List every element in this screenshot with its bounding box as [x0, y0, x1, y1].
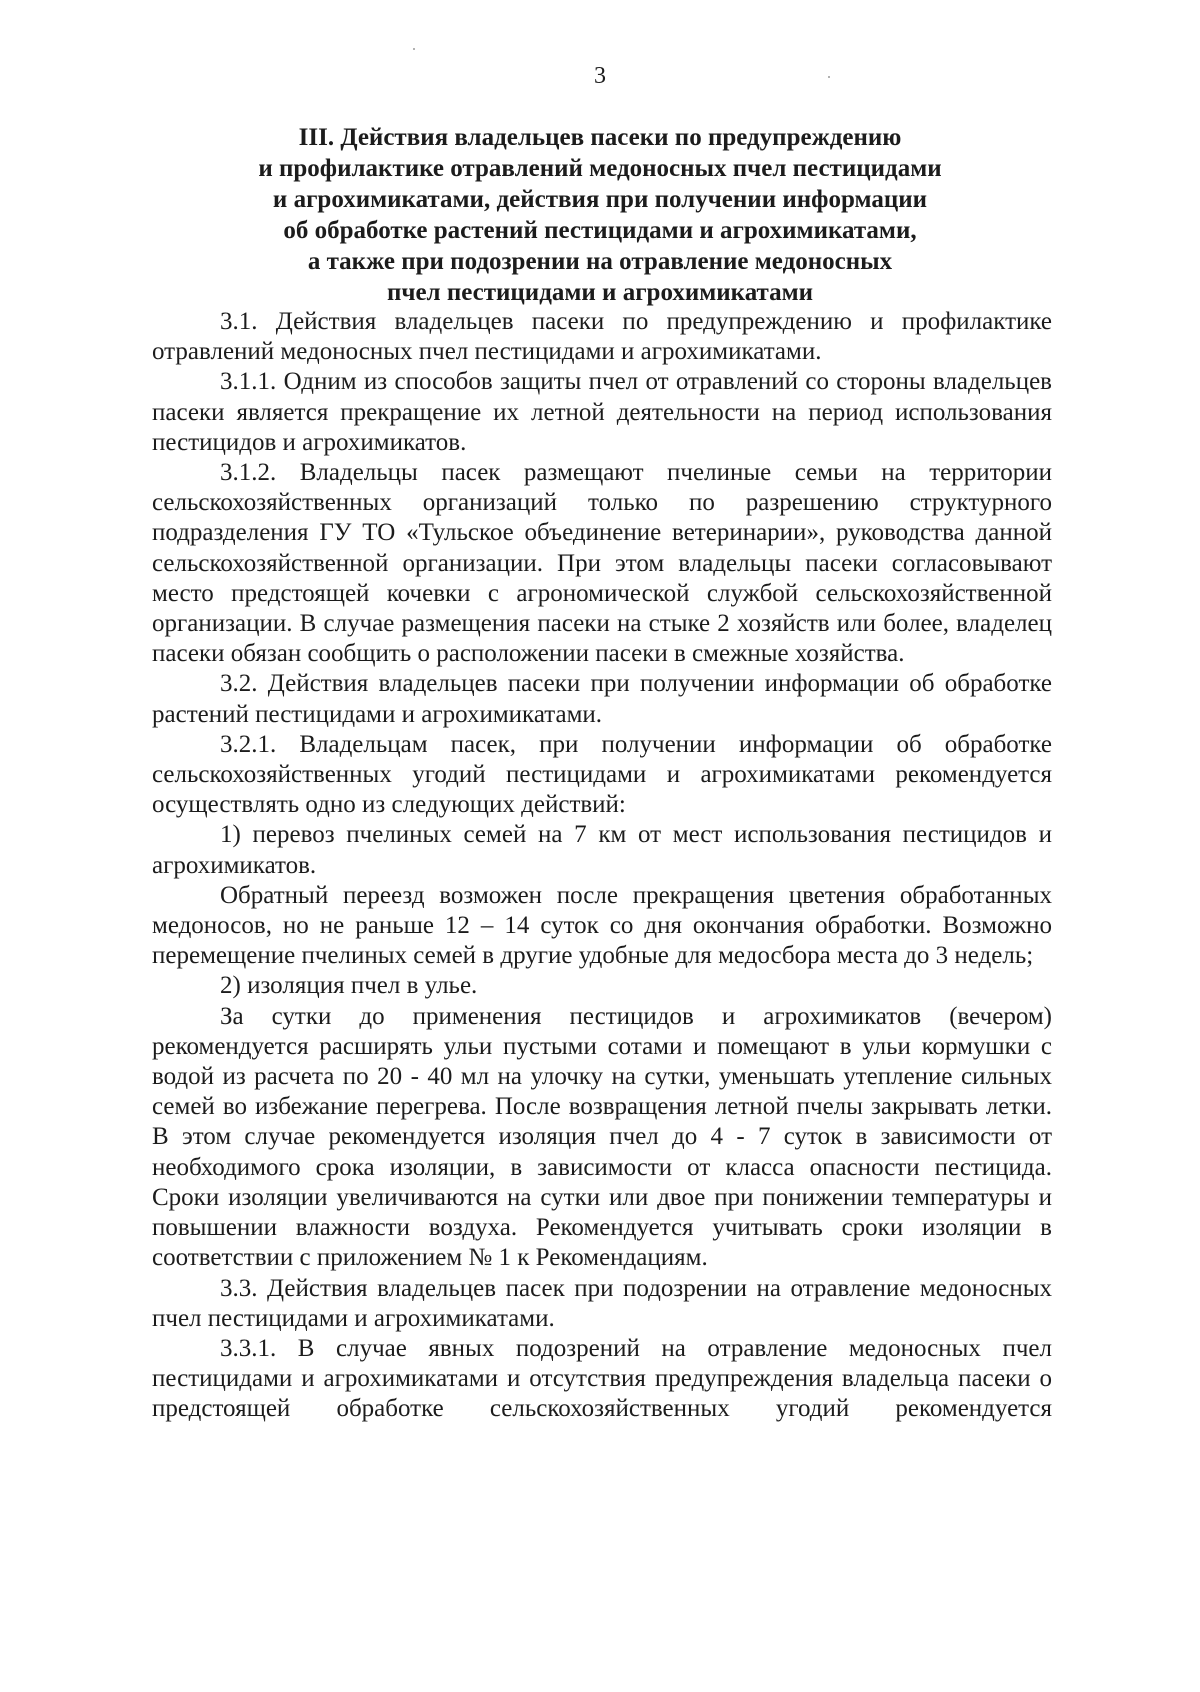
paragraph-3-1-2: 3.1.2. Владельцы пасек размещают пчелиные семьи на территории сельскохозяйственных организаций только по разрешению структурного подразделения ГУ ТО «Тульское объединение ветеринарии», руководства данной сельскохозяйственной организации. При этом владельцы пасеки согласовывают место предстоящей кочевки с агрономической службой сельскохозяйственной организации. В случае размещения пасеки на стыке 2 хозяйств или более, владелец пасеки обязан сообщить о расположении пасеки в смежные хозяйства. [152, 459, 1052, 668]
list-item-relocation: 1) перевоз пчелиных семей на 7 км от мест использования пестицидов и агрохимикатов. [152, 821, 1052, 879]
scan-speck [828, 76, 830, 78]
scan-speck [413, 48, 415, 50]
paragraph-3-1-1: 3.1.1. Одним из способов защиты пчел от отравлений со стороны владельцев пасеки является прекращение их летной деятельности на период использования пестицидов и агрохимикатов. [152, 368, 1052, 456]
page-number: 3 [594, 63, 606, 89]
heading-line: об обработке растений пестицидами и агрохимикатами, [283, 217, 917, 244]
heading-line: и профилактике отравлений медоносных пчел пестицидами [258, 155, 942, 182]
heading-line: а также при подозрении на отравление медоносных [307, 248, 893, 275]
paragraph-3-2: 3.2. Действия владельцев пасеки при получении информации об обработке растений пестицидами и агрохимикатами. [152, 670, 1052, 728]
heading-line: III. Действия владельцев пасеки по предупреждению [298, 124, 902, 151]
paragraph-3-1: 3.1. Действия владельцев пасеки по предупреждению и профилактике отравлений медоносных пчел пестицидами и агрохимикатами. [152, 308, 1052, 366]
body-text [152, 307, 1052, 1425]
paragraph-isolation-details: За сутки до применения пестицидов и агрохимикатов (вечером) рекомендуется расширять ульи пустыми сотами и помещают в ульи кормушки с водой из расчета по 20 - 40 мл на улочку на сутки, уменьшать утепление сильных семей во избежание перегрева. После возвращения летной пчелы закрывать летки. В этом случае рекомендуется изоляция пчел до 4 - 7 суток в зависимости от необходимого срока изоляции, в зависимости от класса опасности пестицида. Сроки изоляции увеличиваются на сутки или двое при понижении температуры и повышении влажности воздуха. Рекомендуется учитывать сроки изоляции в соответствии с приложением № 1 к Рекомендациям. [152, 1002, 1052, 1272]
section-heading [175, 122, 1025, 308]
paragraph-return-move: Обратный переезд возможен после прекращения цветения обработанных медоносов, но не раньше 12 – 14 суток со дня окончания обработки. Возможно перемещение пчелиных семей в другие удобные для медосбора места до 3 недель; [152, 881, 1052, 970]
paragraph-3-2-1: 3.2.1. Владельцам пасек, при получении информации об обработке сельскохозяйственных угодий пестицидами и агрохимикатами рекомендуется осуществлять одно из следующих действий: [152, 730, 1052, 819]
list-item-isolation: 2) изоляция пчел в улье. [220, 972, 478, 1000]
paragraph-3-3: 3.3. Действия владельцев пасек при подозрении на отравление медоносных пчел пестицидами и агрохимикатами. [152, 1274, 1052, 1332]
heading-line: пчел пестицидами и агрохимикатами [386, 279, 814, 306]
paragraph-3-3-1: 3.3.1. В случае явных подозрений на отравление медоносных пчел пестицидами и агрохимикатами и отсутствия предупреждения владельца пасеки о предстоящей обработке сельскохозяйственных угодий рекомендуется [152, 1334, 1052, 1423]
heading-line: и агрохимикатами, действия при получении информации [272, 186, 928, 213]
